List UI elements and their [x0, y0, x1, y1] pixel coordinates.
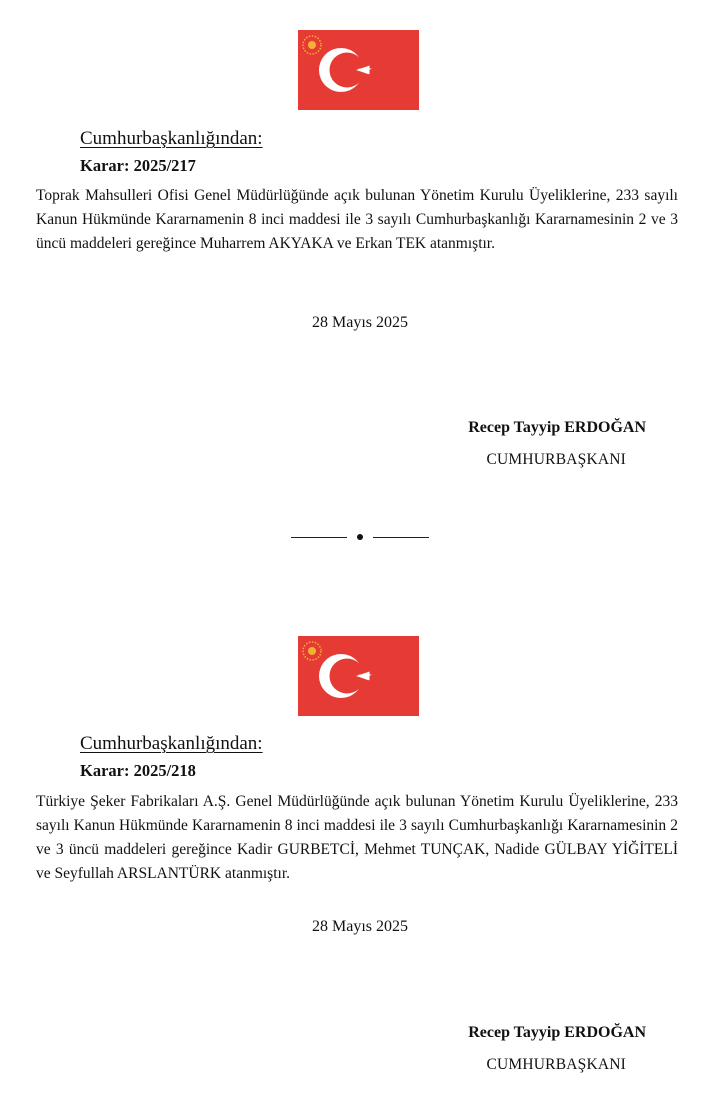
- decision-body: Türkiye Şeker Fabrikaları A.Ş. Genel Müdürlüğünde açık bulunan Yönetim Kurulu Üyeliklerine, 233 sayılı Kanun Hükmünde Kararnamenin 8 inci maddesi ile 3 sayılı Cumhurbaşkanlığı Kararnamesinin 2 ve 3 üncü maddeleri gereğince Kadir GURBETCİ, Mehmet TUNÇAK, Nadide GÜLBAY YİĞİTELİ ve Seyfullah ARSLANTÜRK atanmıştır.: [36, 793, 678, 882]
- turkish-flag-icon: [298, 30, 419, 110]
- signer-title: CUMHURBAŞKANI: [486, 451, 626, 468]
- signer-name: Recep Tayyip ERDOĞAN: [468, 419, 646, 436]
- section-heading: Cumhurbaşkanlığından:: [80, 128, 263, 149]
- section-divider: [291, 532, 429, 542]
- divider-bullet: [357, 534, 363, 540]
- divider-line-left: [291, 537, 347, 538]
- section-heading: Cumhurbaşkanlığından:: [80, 733, 263, 754]
- decision-body: Toprak Mahsulleri Ofisi Genel Müdürlüğünde açık bulunan Yönetim Kurulu Üyeliklerine, 233 sayılı Kanun Hükmünde Kararnamenin 8 inci maddesi ile 3 sayılı Cumhurbaşkanlığı Kararnamesinin 2 ve 3 üncü maddeleri gereğince Muharrem AKYAKA ve Erkan TEK atanmıştır.: [36, 187, 678, 252]
- divider-line-right: [373, 537, 429, 538]
- decision-number: Karar: 2025/217: [80, 156, 196, 175]
- turkish-flag-icon: [298, 636, 419, 716]
- decision-number: Karar: 2025/218: [80, 761, 196, 780]
- signer-title: CUMHURBAŞKANI: [486, 1056, 626, 1073]
- signer-name: Recep Tayyip ERDOĞAN: [468, 1024, 646, 1041]
- decision-date: 28 Mayıs 2025: [312, 918, 408, 935]
- decision-date: 28 Mayıs 2025: [312, 314, 408, 331]
